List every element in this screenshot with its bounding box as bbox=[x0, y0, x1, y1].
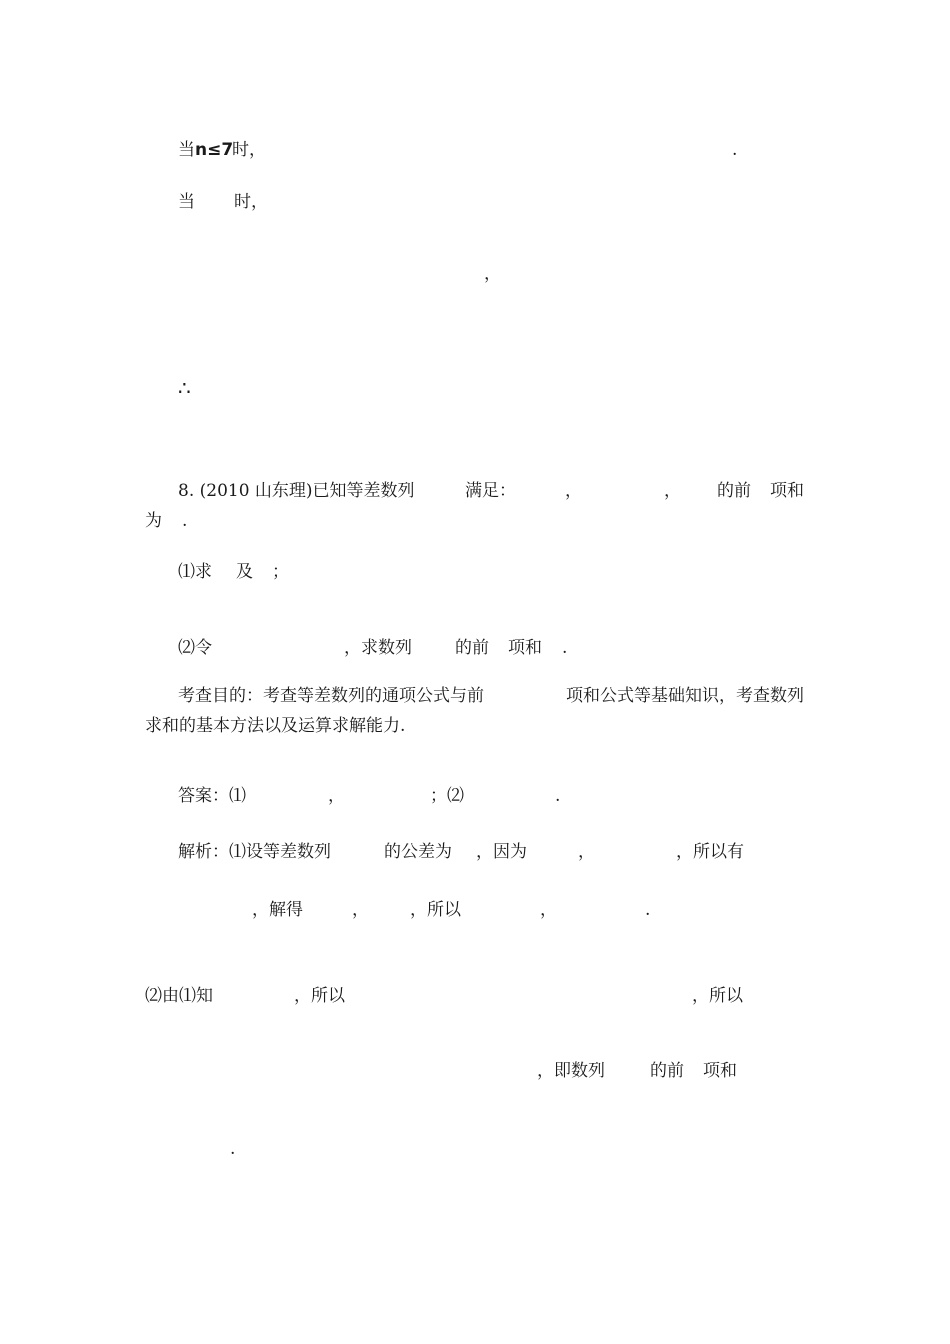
analysis-2b: ， bbox=[352, 900, 369, 920]
purpose-line-1b: 项和公式等基础知识，考查数列 bbox=[566, 686, 804, 706]
text-when: 当 bbox=[178, 140, 195, 160]
answer-period: . bbox=[555, 786, 561, 806]
analysis-3b: ，所以 bbox=[294, 986, 345, 1006]
analysis-1d: ， bbox=[578, 842, 595, 862]
problem-8-satisfies: 满足： bbox=[465, 481, 516, 501]
analysis-4a: ，即数列 bbox=[537, 1061, 605, 1081]
problem-8-comma-1: ， bbox=[565, 481, 582, 501]
analysis-2d: ， bbox=[540, 900, 557, 920]
part-1-semicolon: ； bbox=[272, 562, 289, 582]
analysis-3c: ，所以 bbox=[692, 986, 743, 1006]
problem-8-period: . bbox=[182, 511, 188, 531]
part-2-find-seq: ，求数列 bbox=[344, 638, 412, 658]
part-1-find: ⑴求 bbox=[178, 562, 212, 582]
part-2-period: . bbox=[562, 638, 568, 658]
final-period: . bbox=[230, 1139, 236, 1159]
analysis-1c: ，因为 bbox=[476, 842, 527, 862]
analysis-3a: ⑵由⑴知 bbox=[145, 986, 213, 1006]
part-2-sum: 项和 bbox=[508, 638, 542, 658]
period: . bbox=[732, 140, 738, 160]
analysis-2e: . bbox=[645, 900, 651, 920]
text-time-comma-2: 时， bbox=[234, 192, 268, 212]
text-time-comma: 时， bbox=[232, 140, 266, 160]
part-2-first: 的前 bbox=[455, 638, 489, 658]
analysis-4b: 的前 bbox=[650, 1061, 684, 1081]
answer-comma: ， bbox=[328, 786, 345, 806]
math-condition: n≤7 bbox=[195, 140, 234, 160]
problem-8-sum: 项和 bbox=[770, 481, 804, 501]
purpose-line-2: 求和的基本方法以及运算求解能力. bbox=[145, 716, 406, 736]
problem-8-comma-2: ， bbox=[664, 481, 681, 501]
analysis-1e: ，所以有 bbox=[676, 842, 744, 862]
text-when-2: 当 bbox=[178, 192, 195, 212]
answer-label: 答案：⑴ bbox=[178, 786, 246, 806]
purpose-line-1a: 考查目的：考查等差数列的通项公式与前 bbox=[178, 686, 484, 706]
analysis-2a: ，解得 bbox=[252, 900, 303, 920]
analysis-2c: ，所以 bbox=[410, 900, 461, 920]
analysis-1a: 解析：⑴设等差数列 bbox=[178, 842, 331, 862]
part-2-let: ⑵令 bbox=[178, 638, 212, 658]
problem-8-is: 为 bbox=[145, 511, 162, 531]
problem-8-intro: 8. (2010 山东理)已知等差数列 bbox=[178, 481, 415, 501]
analysis-4c: 项和 bbox=[703, 1061, 737, 1081]
analysis-1b: 的公差为 bbox=[384, 842, 452, 862]
problem-8-first: 的前 bbox=[717, 481, 751, 501]
part-1-and: 及 bbox=[236, 562, 253, 582]
therefore-symbol: ∴ bbox=[178, 376, 191, 400]
answer-part-2: ；⑵ bbox=[430, 786, 464, 806]
comma: ， bbox=[484, 264, 501, 284]
